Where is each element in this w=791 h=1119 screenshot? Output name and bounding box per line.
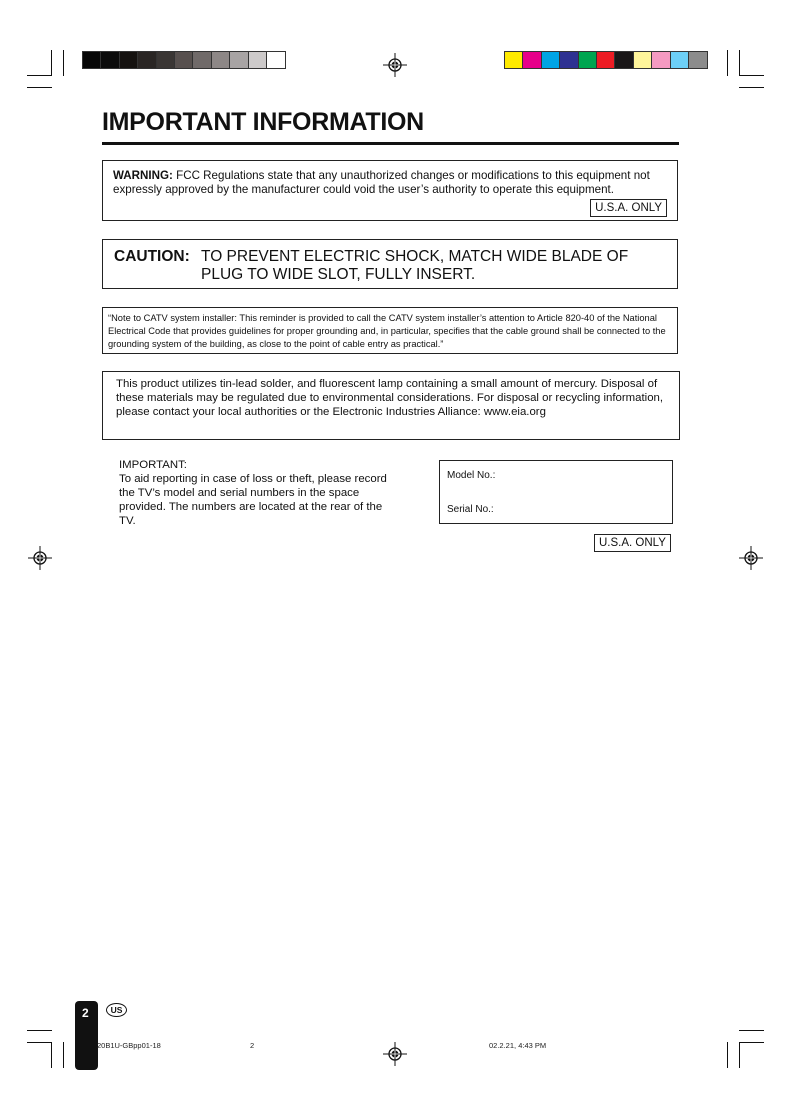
crop-mark-top-right-v2 <box>739 50 740 76</box>
warning-label: WARNING: <box>113 169 173 182</box>
region-tag: U.S.A. ONLY <box>594 534 671 552</box>
fcc-warning-box <box>102 160 678 221</box>
color-swatch <box>615 52 633 68</box>
disposal-text: This product utilizes tin-lead solder, and fluorescent lamp containing a small amount of mercury. Disposal of these materials may be regulated due to environmental considerations. For disposal or recycling information, please contact your local authorities or the Electronic Industries Alliance: www.eia.org <box>116 378 664 418</box>
catv-installer-note-box <box>102 307 678 354</box>
crop-mark-bottom-right-h2 <box>739 1042 764 1043</box>
crop-mark-top-right-h1 <box>739 75 764 76</box>
color-swatch <box>230 52 248 68</box>
footer-sheet-number: 2 <box>250 1041 255 1050</box>
color-swatch <box>212 52 230 68</box>
color-swatch <box>175 52 193 68</box>
caution-label: CAUTION: <box>114 248 190 265</box>
color-swatch <box>157 52 175 68</box>
crop-mark-top-right-v1 <box>727 50 728 76</box>
footer-file-name: 20B1U-GBpp01-18 <box>97 1041 161 1050</box>
process-color-bar <box>504 51 708 69</box>
page-number: 2 <box>82 1006 89 1020</box>
disposal-notice-box <box>102 371 680 440</box>
warning-paragraph <box>113 169 673 197</box>
crop-mark-bottom-left-v1 <box>51 1042 52 1068</box>
crop-mark-bottom-right-v2 <box>739 1042 740 1068</box>
color-swatch <box>138 52 156 68</box>
color-swatch <box>523 52 541 68</box>
color-swatch <box>597 52 615 68</box>
color-swatch <box>267 52 285 68</box>
important-text: To aid reporting in case of loss or theft, please record the TV’s model and serial numbers in the space provided. The numbers are located at the rear of the TV. <box>119 473 387 527</box>
crop-mark-top-left-h1 <box>27 75 52 76</box>
color-swatch <box>120 52 138 68</box>
registration-mark-icon <box>28 546 52 570</box>
page-title: IMPORTANT INFORMATION <box>102 108 424 136</box>
serial-number-label: Serial No.: <box>447 504 494 515</box>
crop-mark-top-left-v2 <box>63 50 64 76</box>
catv-note-text: “Note to CATV system installer: This reminder is provided to call the CATV system installer’s attention to Article 820-40 of the National Electrical Code that provides guidelines for proper grounding and, in particular, specifies that the cable ground shall be connected to the grounding system of the building, as close to the point of cable entry as practical.” <box>108 313 666 349</box>
color-swatch <box>634 52 652 68</box>
model-serial-record-box <box>439 460 673 524</box>
crop-mark-bottom-left-v2 <box>63 1042 64 1068</box>
color-swatch <box>193 52 211 68</box>
color-swatch <box>83 52 101 68</box>
color-swatch <box>249 52 267 68</box>
caution-box <box>102 239 678 289</box>
registration-mark-icon <box>383 53 407 77</box>
registration-mark-icon <box>739 546 763 570</box>
color-swatch <box>671 52 689 68</box>
color-swatch <box>579 52 597 68</box>
color-swatch <box>560 52 578 68</box>
model-number-label: Model No.: <box>447 470 496 481</box>
crop-mark-top-left-v1 <box>51 50 52 76</box>
region-badge: US <box>106 1003 127 1017</box>
grayscale-color-bar <box>82 51 286 69</box>
important-heading: IMPORTANT: <box>119 459 187 471</box>
crop-mark-top-right-h2 <box>739 87 764 88</box>
crop-mark-bottom-left-h2 <box>27 1042 52 1043</box>
footer-timestamp: 02.2.21, 4:43 PM <box>489 1041 547 1050</box>
color-swatch <box>542 52 560 68</box>
warning-text: FCC Regulations state that any unauthorized changes or modifications to this equipment not expressly approved by the manufacturer could void the user’s authority to operate this equipment. <box>113 169 650 196</box>
crop-mark-bottom-right-h1 <box>739 1030 764 1031</box>
crop-mark-top-left-h2 <box>27 87 52 88</box>
color-swatch <box>101 52 119 68</box>
important-note <box>119 458 394 528</box>
registration-mark-icon <box>383 1042 407 1066</box>
caution-text: TO PREVENT ELECTRIC SHOCK, MATCH WIDE BLADE OF PLUG TO WIDE SLOT, FULLY INSERT. <box>201 248 629 283</box>
color-swatch <box>652 52 670 68</box>
region-tag: U.S.A. ONLY <box>590 199 667 217</box>
crop-mark-bottom-right-v1 <box>727 1042 728 1068</box>
color-swatch <box>689 52 707 68</box>
title-underline <box>102 142 679 145</box>
color-swatch <box>505 52 523 68</box>
crop-mark-bottom-left-h1 <box>27 1030 52 1031</box>
